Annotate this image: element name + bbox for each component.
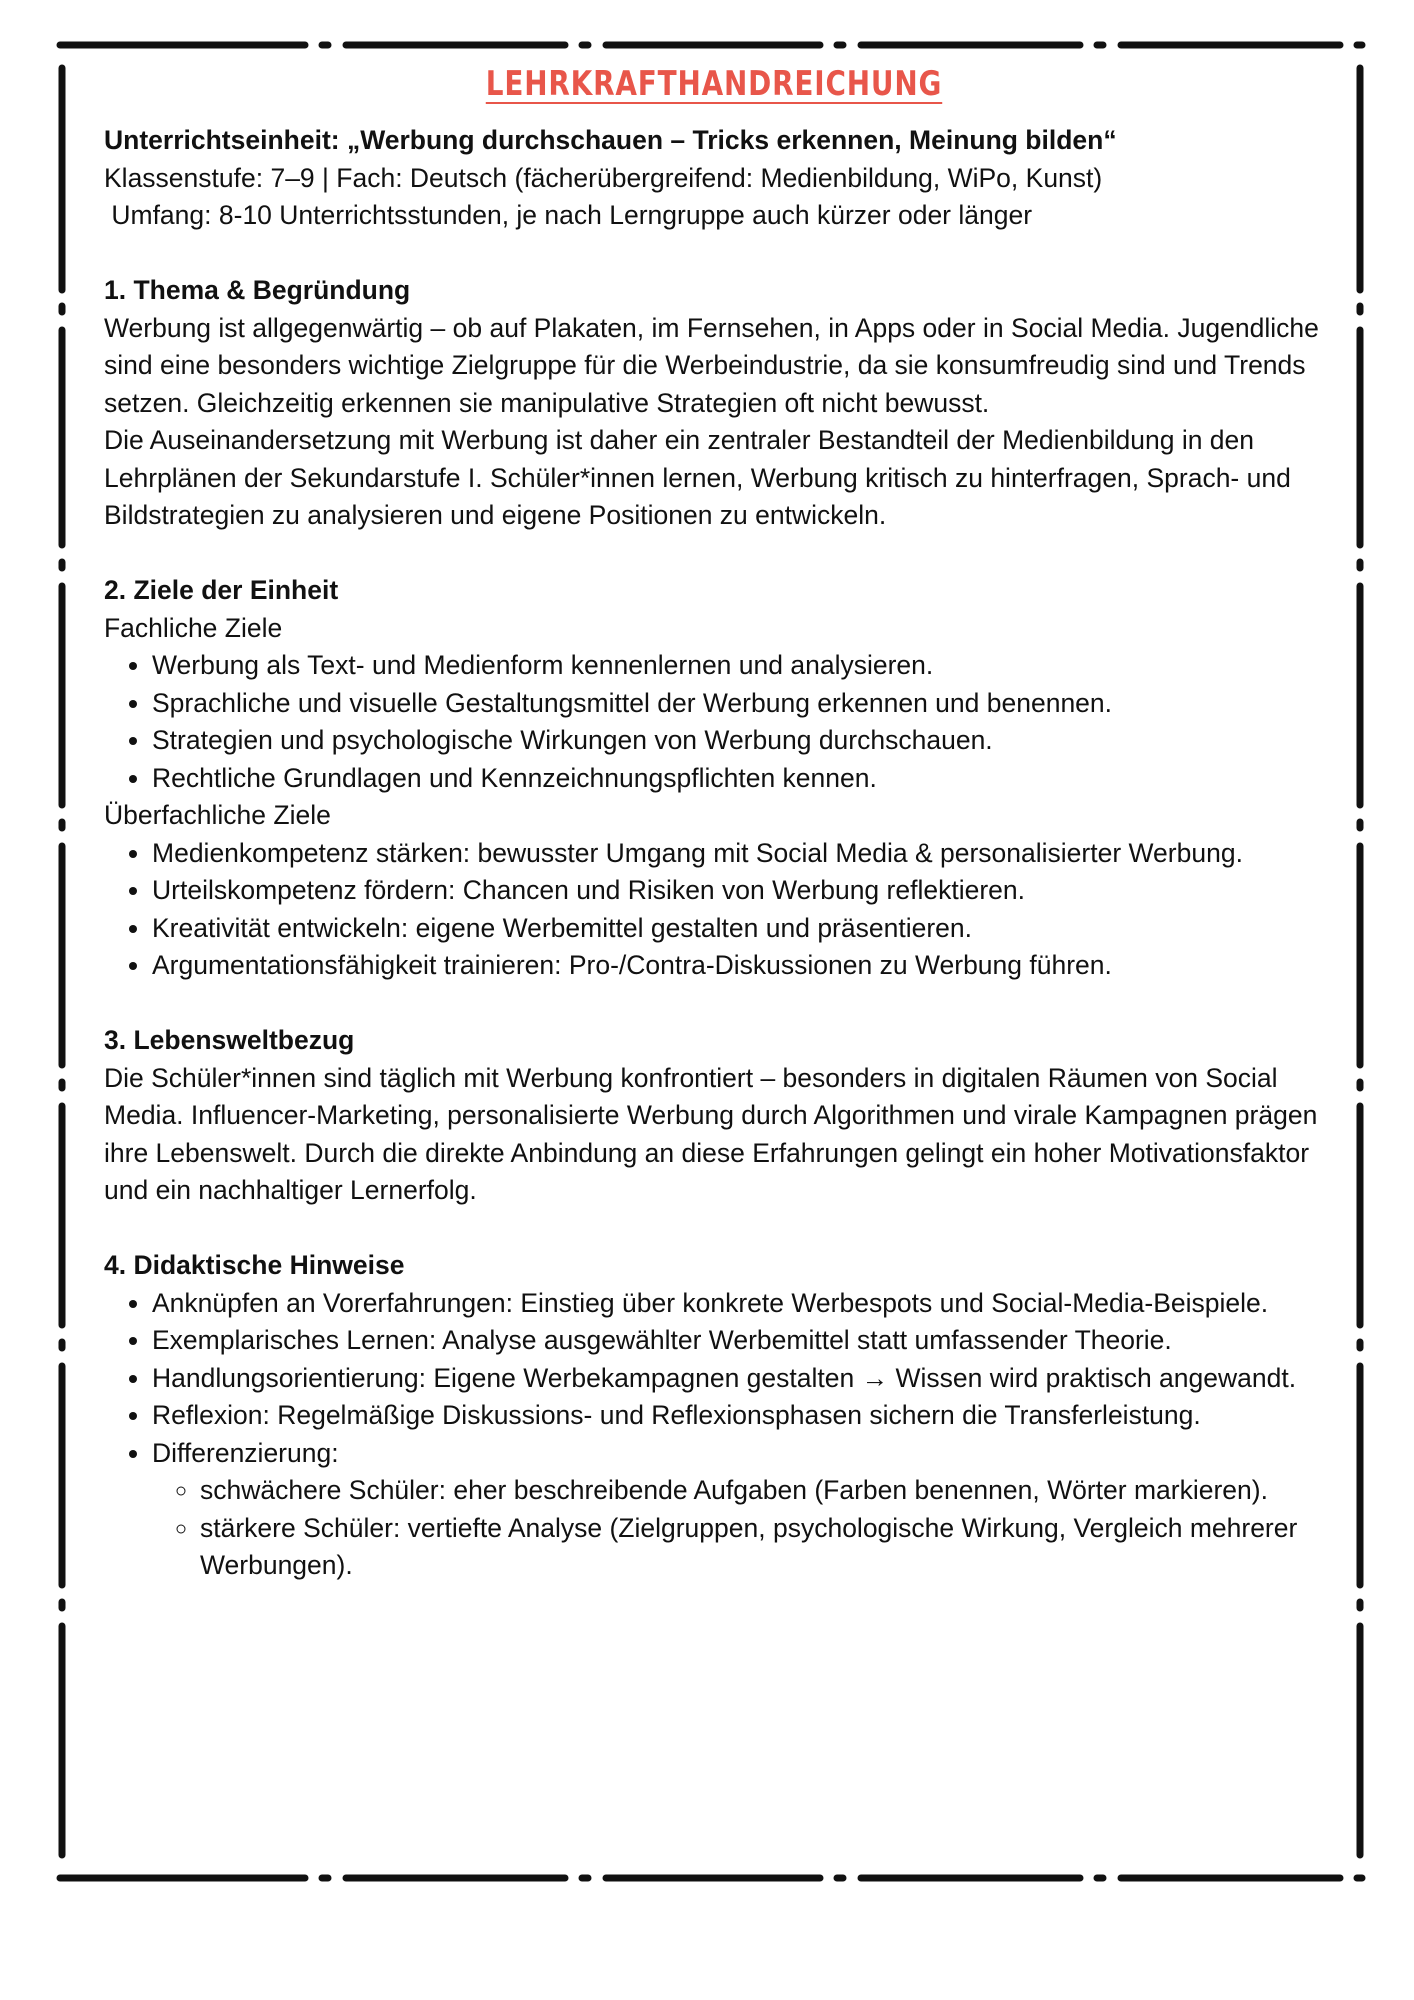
section-3-heading: 3. Lebensweltbezug (104, 1025, 355, 1055)
handout-document (104, 60, 1324, 1585)
section-1-heading: 1. Thema & Begründung (104, 275, 411, 305)
section-3-paragraph: Die Schüler*innen sind täglich mit Werbung konfrontiert – besonders in digitalen Räumen von Social Media. Influencer-Marketing, personalisierte Werbung durch Algorithmen und virale Kampagnen prägen ihre Lebenswelt. Durch die direkte Anbindung an diese Erfahrungen gelingt ein hoher Motivationsfaktor und ein nachhaltiger Lernerfolg. (104, 1062, 1318, 1205)
section-4-heading: 4. Didaktische Hinweise (104, 1250, 405, 1280)
grade-subject-line: Klassenstufe: 7–9 | Fach: Deutsch (fächerübergreifend: Medienbildung, WiPo, Kunst) (104, 162, 1103, 193)
list-item: • Kreativität entwickeln: eigene Werbemittel gestalten und präsentieren. (152, 910, 1324, 948)
list-item: • Anknüpfen an Vorerfahrungen: Einstieg über konkrete Werbespots und Social-Media-Beispiele. (152, 1285, 1324, 1323)
subject-goals-label: Fachliche Ziele (104, 612, 283, 643)
sublist-item: ◦ schwächere Schüler: eher beschreibende Aufgaben (Farben benennen, Wörter markieren). (200, 1472, 1324, 1510)
cross-subject-goals-list (104, 835, 1324, 985)
differentiation-label: Differenzierung: (152, 1437, 339, 1468)
section-1-paragraph-1: Werbung ist allgegenwärtig – ob auf Plakaten, im Fernsehen, in Apps oder in Social Media. Jugendliche sind eine besonders wichtige Zielgruppe für die Werbeindustrie, da sie konsumfreudig sind und Trends setzen. Gleichzeitig erkennen sie manipulative Strategien oft nicht bewusst. (104, 312, 1319, 418)
cross-subject-goals-label: Überfachliche Ziele (104, 800, 331, 830)
subject-goals-list (104, 647, 1324, 797)
list-item: • Sprachliche und visuelle Gestaltungsmittel der Werbung erkennen und benennen. (152, 685, 1324, 723)
unit-title: Unterrichtseinheit: „Werbung durchschauen – Tricks erkennen, Meinung bilden“ (104, 125, 1117, 155)
list-item: • Exemplarisches Lernen: Analyse ausgewählter Werbemittel statt umfassender Theorie. (152, 1322, 1324, 1360)
page-title: LEHRKRAFTHANDREICHUNG (485, 64, 943, 104)
didactic-notes-list (104, 1285, 1324, 1585)
list-item: • Werbung als Text- und Medienform kennenlernen und analysieren. (152, 647, 1324, 685)
list-item: • Strategien und psychologische Wirkungen von Werbung durchschauen. (152, 722, 1324, 760)
sublist-item: ◦ stärkere Schüler: vertiefte Analyse (Zielgruppen, psychologische Wirkung, Vergleich mehrerer Werbungen). (200, 1510, 1324, 1585)
differentiation-sublist (152, 1472, 1324, 1585)
list-item: • Medienkompetenz stärken: bewusster Umgang mit Social Media & personalisierter Werbung. (152, 835, 1324, 873)
list-item: • Handlungsorientierung: Eigene Werbekampagnen gestalten → Wissen wird praktisch angewandt. (152, 1360, 1324, 1398)
list-item: • Argumentationsfähigkeit trainieren: Pro-/Contra-Diskussionen zu Werbung führen. (152, 947, 1324, 985)
section-2-heading: 2. Ziele der Einheit (104, 575, 339, 605)
list-item: • Rechtliche Grundlagen und Kennzeichnungspflichten kennen. (152, 760, 1324, 798)
list-item: • Reflexion: Regelmäßige Diskussions- und Reflexionsphasen sichern die Transferleistung. (152, 1397, 1324, 1435)
list-item-differentiation (152, 1435, 1324, 1585)
section-1-paragraph-2: Die Auseinandersetzung mit Werbung ist daher ein zentraler Bestandteil der Medienbildung in den Lehrplänen der Sekundarstufe I. Schüler*innen lernen, Werbung kritisch zu hinterfragen, Sprach- und Bildstrategien zu analysieren und eigene Positionen zu entwickeln. (104, 425, 1291, 530)
list-item: • Urteilskompetenz fördern: Chancen und Risiken von Werbung reflektieren. (152, 872, 1324, 910)
scope-line: Umfang: 8-10 Unterrichtsstunden, je nach Lerngruppe auch kürzer oder länger (104, 200, 1033, 230)
